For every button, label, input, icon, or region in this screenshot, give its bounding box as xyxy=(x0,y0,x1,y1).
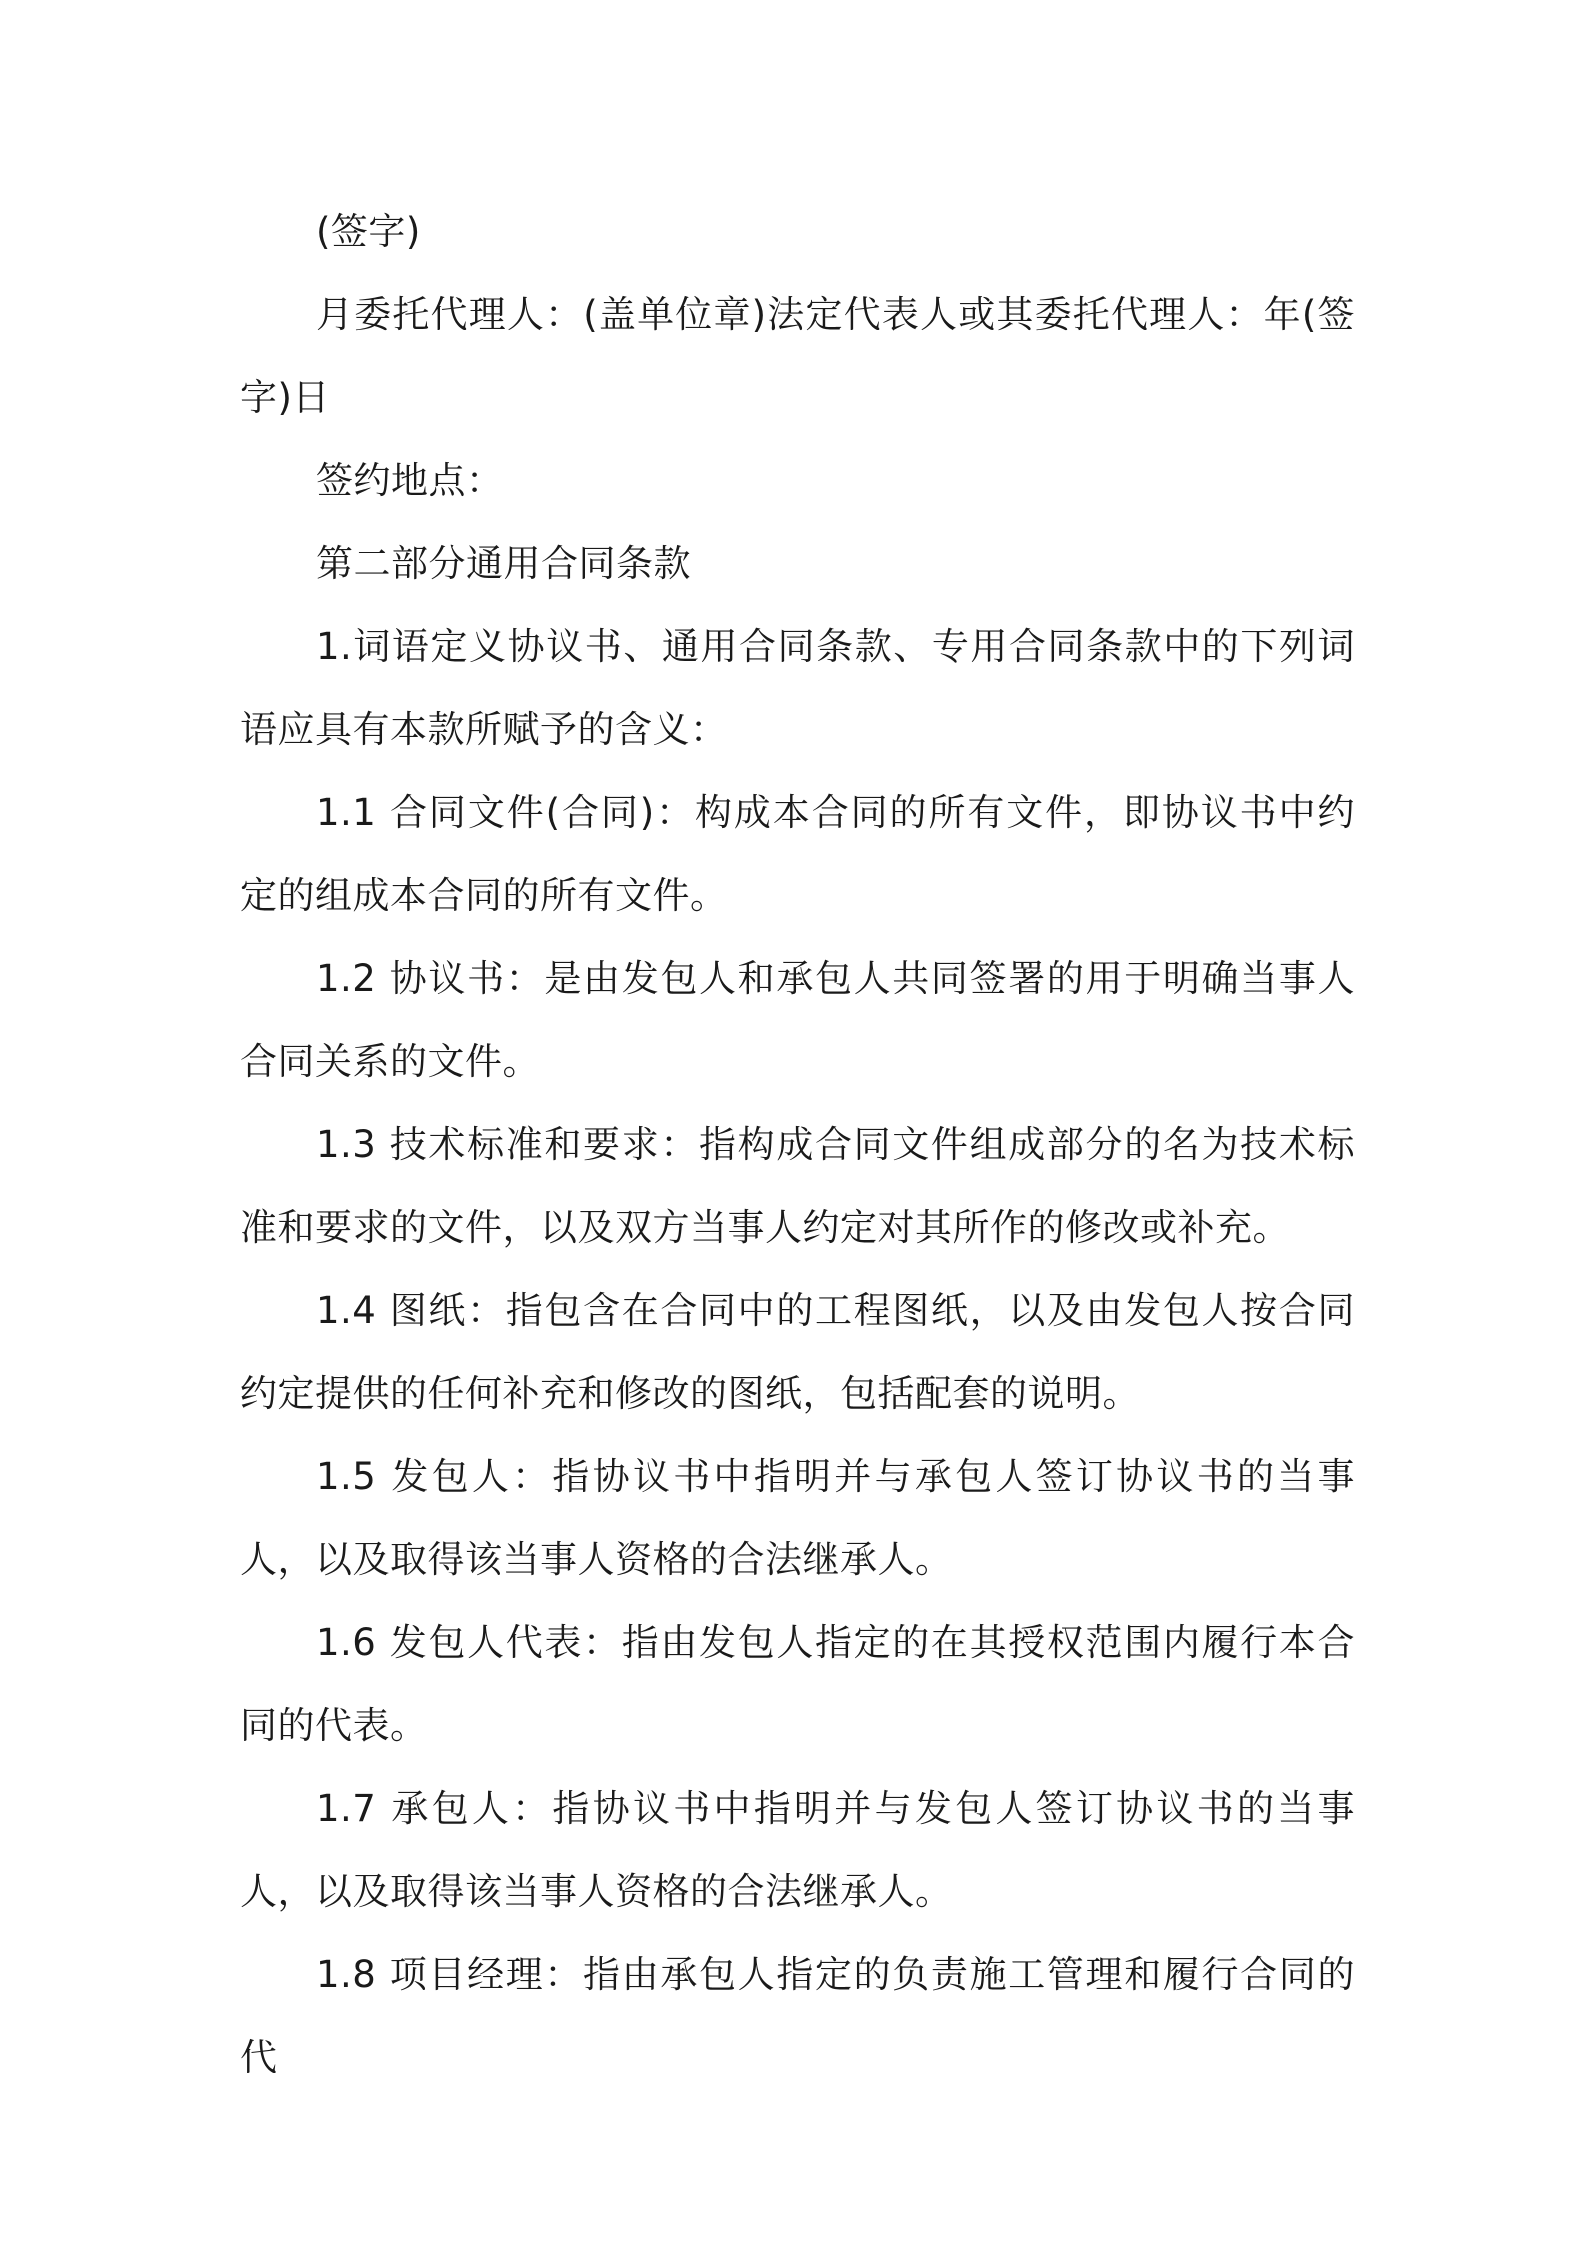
clause-1-8: 1.8 项目经理：指由承包人指定的负责施工管理和履行合同的代 xyxy=(240,1953,1355,2079)
clause-1-3: 1.3 技术标准和要求：指构成合同文件组成部分的名为技术标准和要求的文件，以及双方当事人约定对其所作的修改或补充。 xyxy=(240,1123,1355,1249)
clause-1-6: 1.6 发包人代表：指由发包人指定的在其授权范围内履行本合同的代表。 xyxy=(240,1621,1355,1747)
signature-line: (签字) xyxy=(316,210,421,253)
document-body xyxy=(240,190,1355,2099)
section-heading: 第二部分通用合同条款 xyxy=(316,542,691,585)
clause-1: 1.词语定义协议书、通用合同条款、专用合同条款中的下列词语应具有本款所赋予的含义： xyxy=(240,625,1355,751)
clause-1-5: 1.5 发包人：指协议书中指明并与承包人签订协议书的当事人，以及取得该当事人资格的合法继承人。 xyxy=(240,1455,1355,1581)
clause-1-4: 1.4 图纸：指包含在合同中的工程图纸，以及由发包人按合同约定提供的任何补充和修改的图纸，包括配套的说明。 xyxy=(240,1289,1355,1415)
clause-1-7: 1.7 承包人：指协议书中指明并与发包人签订协议书的当事人，以及取得该当事人资格的合法继承人。 xyxy=(240,1787,1355,1913)
agent-signature-line: 月委托代理人：(盖单位章)法定代表人或其委托代理人：年(签字)日 xyxy=(240,293,1355,419)
clause-1-1: 1.1 合同文件(合同)：构成本合同的所有文件，即协议书中约定的组成本合同的所有文件。 xyxy=(240,791,1355,917)
signing-location: 签约地点： xyxy=(316,459,504,502)
clause-1-2: 1.2 协议书：是由发包人和承包人共同签署的用于明确当事人合同关系的文件。 xyxy=(240,957,1355,1083)
